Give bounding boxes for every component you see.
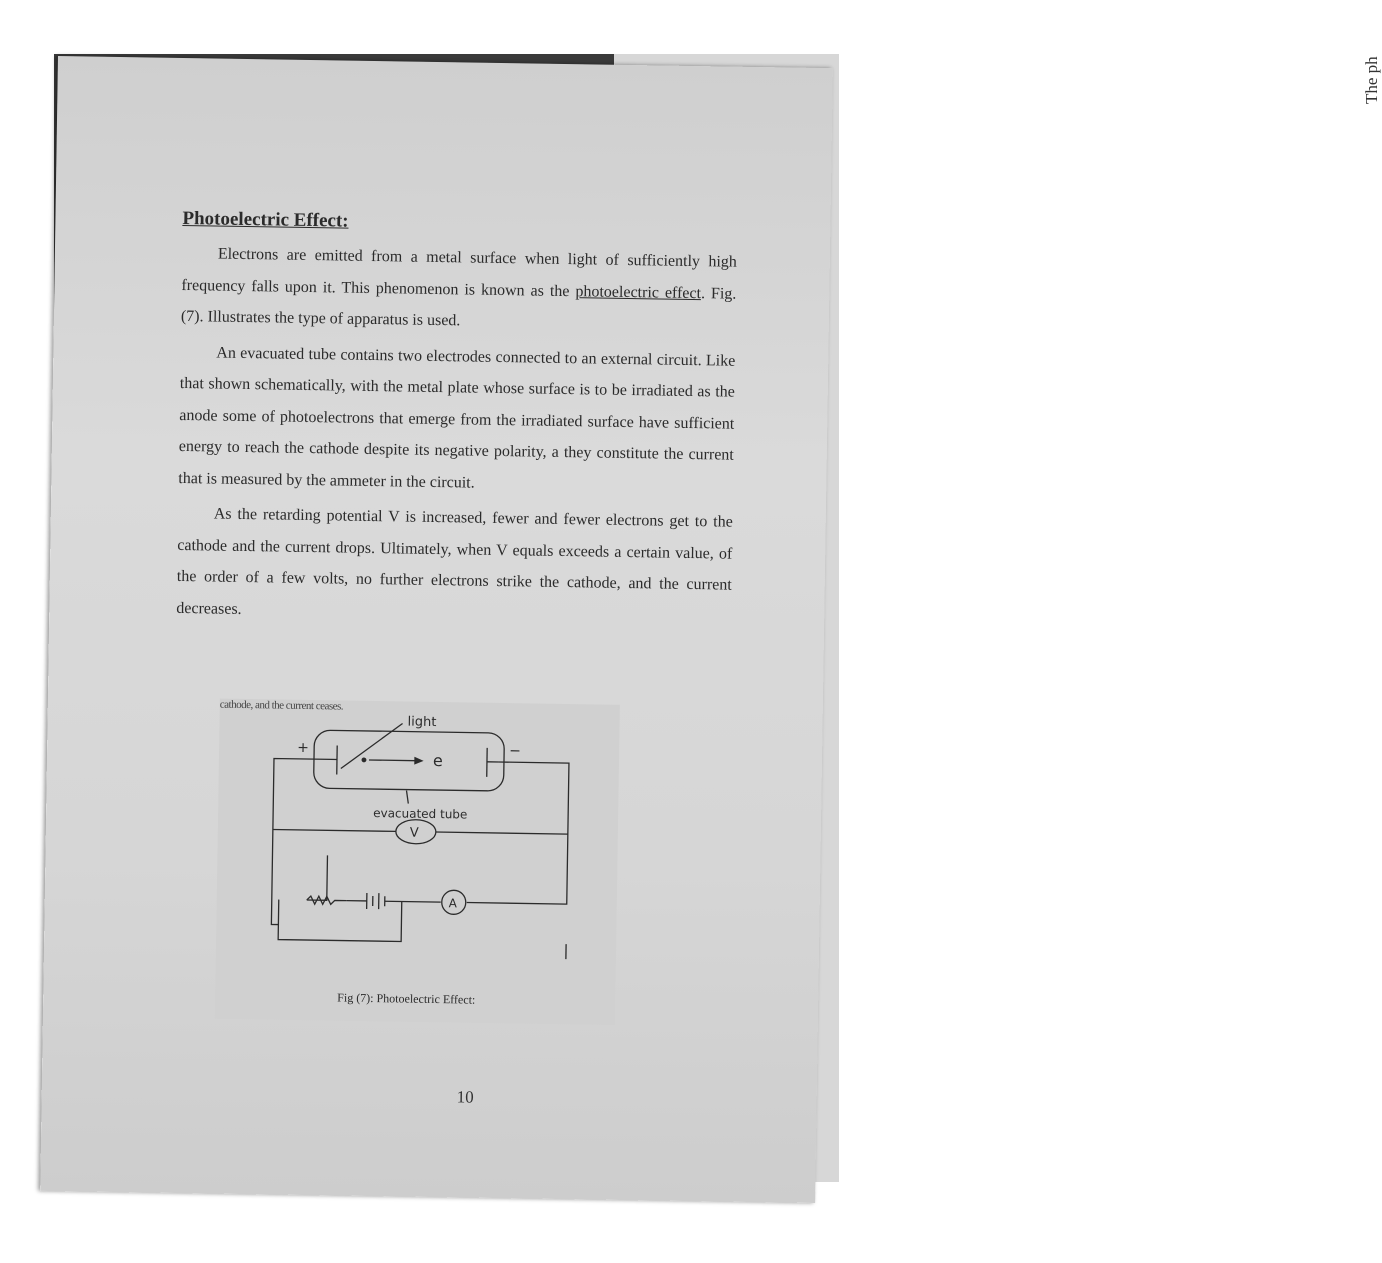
paragraph-2: An evacuated tube contains two electrodes connected to an external circuit. Like that shown schematically, with the metal plate whose surface is to be irradiated as the anode some of photoelectrons that emerge from the irradiated surface have sufficient energy to reach the cathode despite its negative polarity, a they constitute the current that is measured by the ammeter in the circuit.: [178, 344, 736, 492]
photoelectric-effect-term: photoelectric effect: [575, 282, 702, 302]
plus-label: +: [297, 739, 310, 757]
ammeter-label: A: [448, 896, 458, 911]
page-number: 10: [456, 1087, 474, 1107]
circuit-figure: [215, 699, 620, 1025]
tube-label: evacuated tube: [373, 806, 468, 822]
light-label: light: [407, 714, 437, 731]
paragraph-3: As the retarding potential V is increased, fewer and fewer electrons get to the cathode and the current drops. Ultimately, when V equals exceeds a certain value, of the order of a few volts, no further electrons strike the cathode, and the current decreases.: [176, 505, 733, 618]
paragraph-1: Electrons are emitted from a metal surface when light of sufficiently high frequency falls upon it. This phenomenon is known as the photoelectric effect. Fig. (7). Illustrates the type of apparatus is used.: [180, 245, 737, 330]
figure-caption: Fig (7): Photoelectric Effect:: [337, 990, 476, 1007]
section-heading: Photoelectric Effect:: [182, 207, 349, 232]
photo-frame: [54, 54, 1381, 1182]
minus-label: −: [509, 743, 521, 760]
circuit-diagram: [215, 699, 620, 1025]
document-page: [40, 56, 833, 1203]
electron-label: e: [432, 750, 443, 771]
voltmeter-label: V: [409, 825, 419, 841]
side-page-text: The ph: [1362, 56, 1381, 104]
figure-scrap-text: cathode, and the current ceases.: [219, 698, 344, 713]
page-content: [176, 208, 738, 637]
